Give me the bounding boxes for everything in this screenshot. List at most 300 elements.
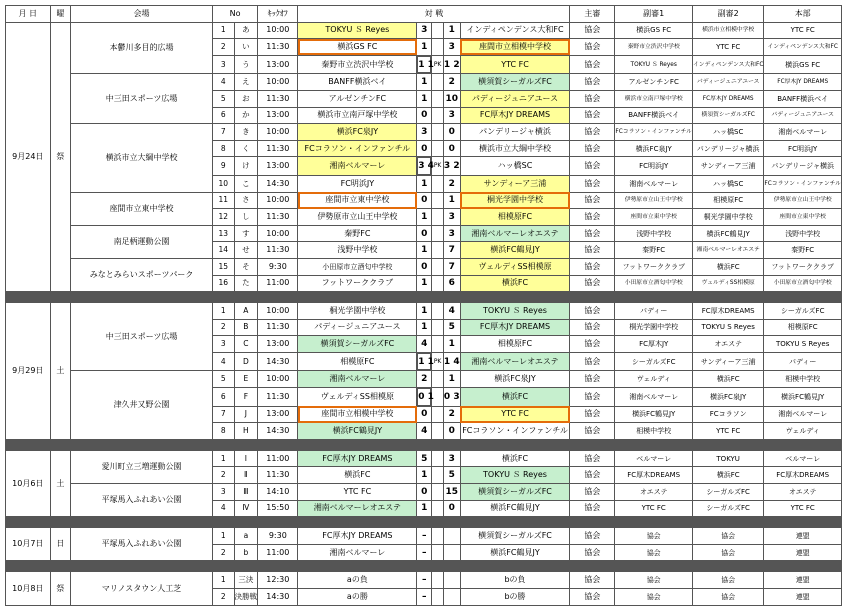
col-header-date: 月 日 bbox=[6, 6, 51, 23]
asst-ref2-cell: 横浜FC bbox=[692, 467, 763, 484]
col-header-chief: 主審 bbox=[570, 6, 615, 23]
away-score-cell: 0 bbox=[443, 140, 460, 157]
kickoff-cell: 10:00 bbox=[258, 303, 298, 320]
hq-cell: 小田原市立酒匂中学校 bbox=[764, 275, 842, 292]
chief-ref-cell: 協会 bbox=[570, 55, 615, 74]
away-team-cell: サンディーア三浦 bbox=[460, 175, 570, 192]
asst-ref1-cell: アルゼンチンFC bbox=[615, 74, 693, 91]
match-no-cell: 3 bbox=[212, 336, 234, 353]
kickoff-cell: 9:30 bbox=[258, 528, 298, 545]
venue-cell: 平塚馬入ふれあい公園 bbox=[71, 528, 213, 561]
match-code-cell: A bbox=[234, 303, 258, 320]
kickoff-cell: 11:30 bbox=[258, 319, 298, 336]
pk-cell bbox=[432, 90, 444, 107]
chief-ref-cell: 協会 bbox=[570, 319, 615, 336]
pk-cell: PK bbox=[432, 55, 444, 74]
hq-cell: 伊勢原市立山王中学校 bbox=[764, 192, 842, 209]
away-score-cell: 5 bbox=[443, 467, 460, 484]
hq-cell: 浅野中学校 bbox=[764, 225, 842, 242]
match-code-cell: あ bbox=[234, 22, 258, 39]
chief-ref-cell: 協会 bbox=[570, 484, 615, 501]
asst-ref2-cell: サンディーア三浦 bbox=[692, 157, 763, 176]
match-no-cell: 2 bbox=[212, 589, 234, 606]
match-no-cell: 16 bbox=[212, 275, 234, 292]
away-score-cell: 3 2 bbox=[443, 157, 460, 176]
match-no-cell: 13 bbox=[212, 225, 234, 242]
home-score-cell: 4 bbox=[417, 423, 432, 440]
match-no-cell: 6 bbox=[212, 107, 234, 124]
col-header-weekday: 曜 bbox=[50, 6, 71, 23]
header-row bbox=[6, 6, 842, 23]
match-code-cell: E bbox=[234, 371, 258, 388]
hq-cell: 相模中学校 bbox=[764, 371, 842, 388]
asst-ref1-cell: 桐光学園中学校 bbox=[615, 319, 693, 336]
home-team-cell: 横須賀シーガルズFC bbox=[298, 336, 417, 353]
home-score-cell: 1 bbox=[417, 242, 432, 259]
table-row bbox=[6, 450, 842, 467]
kickoff-cell: 11:00 bbox=[258, 544, 298, 561]
hq-cell: 湘南ベルマーレ bbox=[764, 406, 842, 423]
kickoff-cell: 10:00 bbox=[258, 192, 298, 209]
match-no-cell: 3 bbox=[212, 484, 234, 501]
pk-cell bbox=[432, 39, 444, 56]
home-team-cell: 湘南ベルマーレ bbox=[298, 544, 417, 561]
away-score-cell: 3 bbox=[443, 107, 460, 124]
kickoff-cell: 14:30 bbox=[258, 352, 298, 371]
home-team-cell: FC厚木JY DREAMS bbox=[298, 450, 417, 467]
match-code-cell: C bbox=[234, 336, 258, 353]
asst-ref1-cell: 協会 bbox=[615, 544, 693, 561]
home-score-cell: – bbox=[417, 544, 432, 561]
home-team-cell: 湘南ベルマーレオエステ bbox=[298, 500, 417, 517]
match-code-cell: J bbox=[234, 406, 258, 423]
match-code-cell: お bbox=[234, 90, 258, 107]
asst-ref1-cell: シーガルズFC bbox=[615, 352, 693, 371]
kickoff-cell: 13:00 bbox=[258, 406, 298, 423]
asst-ref1-cell: 秦野FC bbox=[615, 242, 693, 259]
asst-ref2-cell: 横浜市立相模中学校 bbox=[692, 22, 763, 39]
venue-cell: 南足柄運動公園 bbox=[71, 225, 213, 258]
asst-ref1-cell: 湘南ベルマーレ bbox=[615, 175, 693, 192]
hq-cell: ヴェルディ bbox=[764, 423, 842, 440]
match-no-cell: 4 bbox=[212, 74, 234, 91]
asst-ref1-cell: ヴェルディ bbox=[615, 371, 693, 388]
asst-ref1-cell: 協会 bbox=[615, 589, 693, 606]
home-team-cell: 秦野市立渋沢中学校 bbox=[298, 55, 417, 74]
section-divider bbox=[6, 292, 842, 303]
chief-ref-cell: 協会 bbox=[570, 450, 615, 467]
pk-cell bbox=[432, 175, 444, 192]
asst-ref1-cell: FC厚木DREAMS bbox=[615, 467, 693, 484]
away-score-cell: 3 bbox=[443, 450, 460, 467]
hq-cell: TOKYU S Reyes bbox=[764, 336, 842, 353]
match-code-cell: H bbox=[234, 423, 258, 440]
venue-cell: 中三田スポーツ広場 bbox=[71, 74, 213, 124]
home-score-cell: – bbox=[417, 528, 432, 545]
match-no-cell: 1 bbox=[212, 22, 234, 39]
asst-ref2-cell: FC厚木JY DREAMS bbox=[692, 90, 763, 107]
asst-ref2-cell: サンディーア三浦 bbox=[692, 352, 763, 371]
away-score-cell: 3 bbox=[443, 225, 460, 242]
pk-cell bbox=[432, 209, 444, 226]
asst-ref1-cell: 横浜市立南戸塚中学校 bbox=[615, 90, 693, 107]
pk-cell bbox=[432, 406, 444, 423]
pk-cell bbox=[432, 140, 444, 157]
col-header-kickoff: ｷｯｸｵﾌ bbox=[258, 6, 298, 23]
pk-cell bbox=[432, 22, 444, 39]
away-score-cell: 1 bbox=[443, 336, 460, 353]
hq-cell: 秦野FC bbox=[764, 242, 842, 259]
away-score-cell bbox=[443, 572, 460, 589]
match-code-cell: さ bbox=[234, 192, 258, 209]
away-score-cell: 4 bbox=[443, 303, 460, 320]
home-score-cell: 0 bbox=[417, 406, 432, 423]
table-row bbox=[6, 74, 842, 91]
away-score-cell: 0 bbox=[443, 423, 460, 440]
divider-cell bbox=[6, 561, 842, 572]
home-team-cell: 小田原市立酒匂中学校 bbox=[298, 258, 417, 275]
asst-ref2-cell: 横浜FC泉JY bbox=[692, 388, 763, 407]
asst-ref2-cell: 相模原FC bbox=[692, 192, 763, 209]
home-score-cell: 0 bbox=[417, 225, 432, 242]
away-score-cell: 5 bbox=[443, 319, 460, 336]
date-cell: 9月29日 bbox=[6, 303, 51, 440]
away-team-cell: YTC FC bbox=[460, 55, 570, 74]
pk-cell bbox=[432, 319, 444, 336]
home-score-cell: 1 bbox=[417, 467, 432, 484]
home-team-cell: 湘南ベルマーレ bbox=[298, 371, 417, 388]
home-team-cell: 伊勢原市立山王中学校 bbox=[298, 209, 417, 226]
away-score-cell bbox=[443, 589, 460, 606]
match-no-cell: 5 bbox=[212, 371, 234, 388]
pk-cell bbox=[432, 258, 444, 275]
table-row bbox=[6, 371, 842, 388]
asst-ref1-cell: 浅野中学校 bbox=[615, 225, 693, 242]
venue-cell: 中三田スポーツ広場 bbox=[71, 303, 213, 371]
kickoff-cell: 10:00 bbox=[258, 22, 298, 39]
hq-cell: 相模原FC bbox=[764, 319, 842, 336]
match-code-cell: Ⅱ bbox=[234, 467, 258, 484]
home-team-cell: 横浜市立南戸塚中学校 bbox=[298, 107, 417, 124]
kickoff-cell: 13:00 bbox=[258, 55, 298, 74]
asst-ref2-cell: 協会 bbox=[692, 572, 763, 589]
home-team-cell: FCコラソン・インファンチル bbox=[298, 140, 417, 157]
pk-cell bbox=[432, 450, 444, 467]
asst-ref2-cell: ハッ橋SC bbox=[692, 124, 763, 141]
kickoff-cell: 9:30 bbox=[258, 258, 298, 275]
divider-cell bbox=[6, 517, 842, 528]
hq-cell: YTC FC bbox=[764, 500, 842, 517]
venue-cell: 本鬱川多目的広場 bbox=[71, 22, 213, 74]
away-score-cell: 2 bbox=[443, 406, 460, 423]
asst-ref2-cell: YTC FC bbox=[692, 423, 763, 440]
kickoff-cell: 15:50 bbox=[258, 500, 298, 517]
home-score-cell: 4 bbox=[417, 336, 432, 353]
table-row bbox=[6, 572, 842, 589]
away-team-cell: 湘南ベルマーレオエステ bbox=[460, 352, 570, 371]
match-code-cell: Ⅲ bbox=[234, 484, 258, 501]
home-team-cell: FC厚木JY DREAMS bbox=[298, 528, 417, 545]
asst-ref2-cell: 横浜FC鶴見JY bbox=[692, 225, 763, 242]
chief-ref-cell: 協会 bbox=[570, 74, 615, 91]
away-team-cell: 横須賀シーガルズFC bbox=[460, 74, 570, 91]
venue-cell: 平塚馬入ふれあい公園 bbox=[71, 484, 213, 517]
schedule-body bbox=[6, 22, 842, 605]
away-score-cell: 6 bbox=[443, 275, 460, 292]
section-divider bbox=[6, 439, 842, 450]
col-header-match: 対 戦 bbox=[298, 6, 570, 23]
asst-ref1-cell: 湘南ベルマーレ bbox=[615, 388, 693, 407]
home-score-cell: – bbox=[417, 572, 432, 589]
match-no-cell: 1 bbox=[212, 303, 234, 320]
chief-ref-cell: 協会 bbox=[570, 500, 615, 517]
away-score-cell: 1 bbox=[443, 371, 460, 388]
chief-ref-cell: 協会 bbox=[570, 303, 615, 320]
chief-ref-cell: 協会 bbox=[570, 275, 615, 292]
chief-ref-cell: 協会 bbox=[570, 192, 615, 209]
asst-ref2-cell: 協会 bbox=[692, 528, 763, 545]
match-code-cell: し bbox=[234, 209, 258, 226]
home-score-cell: 1 bbox=[417, 303, 432, 320]
asst-ref1-cell: FCコラソン・インファンチル bbox=[615, 124, 693, 141]
hq-cell: FC厚木DREAMS bbox=[764, 467, 842, 484]
weekday-cell: 日 bbox=[50, 528, 71, 561]
hq-cell: インディペンデンス大和FC bbox=[764, 39, 842, 56]
hq-cell: フットワーククラブ bbox=[764, 258, 842, 275]
match-code-cell: そ bbox=[234, 258, 258, 275]
weekday-cell: 土 bbox=[50, 303, 71, 440]
venue-cell: 座間市立東中学校 bbox=[71, 192, 213, 225]
match-no-cell: 10 bbox=[212, 175, 234, 192]
asst-ref1-cell: パディー bbox=[615, 303, 693, 320]
away-team-cell: bの勝 bbox=[460, 589, 570, 606]
divider-cell bbox=[6, 439, 842, 450]
home-team-cell: パディージュニアユース bbox=[298, 319, 417, 336]
col-header-venue: 会場 bbox=[71, 6, 213, 23]
chief-ref-cell: 協会 bbox=[570, 107, 615, 124]
venue-cell: 愛川町立三増運動公園 bbox=[71, 450, 213, 483]
pk-cell bbox=[432, 242, 444, 259]
match-no-cell: 4 bbox=[212, 352, 234, 371]
hq-cell: FC明浜JY bbox=[764, 140, 842, 157]
away-score-cell: 1 bbox=[443, 22, 460, 39]
asst-ref1-cell: 相模中学校 bbox=[615, 423, 693, 440]
away-score-cell: 0 bbox=[443, 124, 460, 141]
away-team-cell: 横浜FC泉JY bbox=[460, 371, 570, 388]
match-schedule-table bbox=[5, 5, 842, 606]
match-no-cell: 1 bbox=[212, 572, 234, 589]
home-team-cell: FC明浜JY bbox=[298, 175, 417, 192]
away-team-cell: 横浜FC bbox=[460, 450, 570, 467]
match-no-cell: 11 bbox=[212, 192, 234, 209]
away-score-cell: 2 bbox=[443, 175, 460, 192]
away-score-cell: 1 4 bbox=[443, 352, 460, 371]
col-header-no: No bbox=[212, 6, 257, 23]
kickoff-cell: 10:00 bbox=[258, 371, 298, 388]
away-score-cell: 7 bbox=[443, 242, 460, 259]
chief-ref-cell: 協会 bbox=[570, 157, 615, 176]
away-score-cell: 3 bbox=[443, 39, 460, 56]
home-score-cell: 1 bbox=[417, 39, 432, 56]
match-no-cell: 1 bbox=[212, 528, 234, 545]
asst-ref1-cell: TOKYU Ｓ Reyes bbox=[615, 55, 693, 74]
home-score-cell: 1 bbox=[417, 500, 432, 517]
hq-cell: YTC FC bbox=[764, 22, 842, 39]
hq-cell: FC厚木JY DREAMS bbox=[764, 74, 842, 91]
match-code-cell: Ⅳ bbox=[234, 500, 258, 517]
away-score-cell: 15 bbox=[443, 484, 460, 501]
kickoff-cell: 10:00 bbox=[258, 225, 298, 242]
away-team-cell: FC厚木JY DREAMS bbox=[460, 107, 570, 124]
match-no-cell: 7 bbox=[212, 406, 234, 423]
chief-ref-cell: 協会 bbox=[570, 371, 615, 388]
asst-ref2-cell: FC厚木DREAMS bbox=[692, 303, 763, 320]
away-team-cell: ヴェルディSS相模原 bbox=[460, 258, 570, 275]
match-code-cell: え bbox=[234, 74, 258, 91]
table-row bbox=[6, 303, 842, 320]
match-no-cell: 2 bbox=[212, 319, 234, 336]
match-code-cell: 決勝戦 bbox=[234, 589, 258, 606]
asst-ref1-cell: ベルマーレ bbox=[615, 450, 693, 467]
hq-cell: 連盟 bbox=[764, 572, 842, 589]
home-score-cell: 1 bbox=[417, 275, 432, 292]
match-code-cell: B bbox=[234, 319, 258, 336]
asst-ref1-cell: 伊勢原市立山王中学校 bbox=[615, 192, 693, 209]
pk-cell bbox=[432, 107, 444, 124]
chief-ref-cell: 協会 bbox=[570, 175, 615, 192]
asst-ref2-cell: 協会 bbox=[692, 544, 763, 561]
hq-cell: 座間市立東中学校 bbox=[764, 209, 842, 226]
asst-ref2-cell: オエステ bbox=[692, 336, 763, 353]
pk-cell bbox=[432, 371, 444, 388]
chief-ref-cell: 協会 bbox=[570, 544, 615, 561]
kickoff-cell: 14:30 bbox=[258, 589, 298, 606]
away-score-cell bbox=[443, 528, 460, 545]
match-code-cell: き bbox=[234, 124, 258, 141]
kickoff-cell: 10:00 bbox=[258, 124, 298, 141]
chief-ref-cell: 協会 bbox=[570, 258, 615, 275]
away-team-cell: YTC FC bbox=[460, 406, 570, 423]
chief-ref-cell: 協会 bbox=[570, 388, 615, 407]
home-score-cell: 5 bbox=[417, 450, 432, 467]
match-code-cell: い bbox=[234, 39, 258, 56]
away-team-cell: 横浜FC bbox=[460, 275, 570, 292]
pk-cell bbox=[432, 423, 444, 440]
chief-ref-cell: 協会 bbox=[570, 90, 615, 107]
weekday-cell: 土 bbox=[50, 450, 71, 516]
match-no-cell: 6 bbox=[212, 388, 234, 407]
chief-ref-cell: 協会 bbox=[570, 352, 615, 371]
away-team-cell: 湘南ベルマーレオエステ bbox=[460, 225, 570, 242]
away-team-cell: TOKYU Ｓ Reyes bbox=[460, 303, 570, 320]
asst-ref2-cell: TOKYU S Reyes bbox=[692, 319, 763, 336]
match-code-cell: こ bbox=[234, 175, 258, 192]
home-score-cell: 0 bbox=[417, 107, 432, 124]
match-code-cell: b bbox=[234, 544, 258, 561]
pk-cell bbox=[432, 589, 444, 606]
match-no-cell: 1 bbox=[212, 450, 234, 467]
pk-cell bbox=[432, 74, 444, 91]
away-team-cell: FCコラソン・インファンチル bbox=[460, 423, 570, 440]
away-score-cell: 0 bbox=[443, 500, 460, 517]
away-score-cell: 2 bbox=[443, 74, 460, 91]
home-score-cell: 1 bbox=[417, 175, 432, 192]
kickoff-cell: 11:30 bbox=[258, 39, 298, 56]
home-score-cell: 2 bbox=[417, 371, 432, 388]
asst-ref2-cell: パディージュニアユース bbox=[692, 74, 763, 91]
hq-cell: シーガルズFC bbox=[764, 303, 842, 320]
asst-ref1-cell: 横浜FC鶴見JY bbox=[615, 406, 693, 423]
away-team-cell: 横浜FC鶴見JY bbox=[460, 544, 570, 561]
pk-cell: PK bbox=[432, 352, 444, 371]
chief-ref-cell: 協会 bbox=[570, 209, 615, 226]
chief-ref-cell: 協会 bbox=[570, 124, 615, 141]
pk-cell bbox=[432, 124, 444, 141]
home-team-cell: 横浜FC鶴見JY bbox=[298, 423, 417, 440]
date-cell: 10月6日 bbox=[6, 450, 51, 516]
home-team-cell: BANFF横浜ベイ bbox=[298, 74, 417, 91]
away-team-cell: bの負 bbox=[460, 572, 570, 589]
hq-cell: BANFF横浜ベイ bbox=[764, 90, 842, 107]
home-score-cell: – bbox=[417, 589, 432, 606]
home-team-cell: 浅野中学校 bbox=[298, 242, 417, 259]
away-score-cell: 3 bbox=[443, 209, 460, 226]
home-team-cell: 横浜FC泉JY bbox=[298, 124, 417, 141]
match-code-cell: す bbox=[234, 225, 258, 242]
table-row bbox=[6, 258, 842, 275]
asst-ref1-cell: YTC FC bbox=[615, 500, 693, 517]
asst-ref2-cell: インディペンデンス大和FC bbox=[692, 55, 763, 74]
match-code-cell: せ bbox=[234, 242, 258, 259]
hq-cell: パディー bbox=[764, 352, 842, 371]
asst-ref2-cell: 横須賀シーガルズFC bbox=[692, 107, 763, 124]
match-no-cell: 8 bbox=[212, 423, 234, 440]
hq-cell: FCコラソン・インファンチル bbox=[764, 175, 842, 192]
home-score-cell: 0 bbox=[417, 258, 432, 275]
kickoff-cell: 11:30 bbox=[258, 90, 298, 107]
chief-ref-cell: 協会 bbox=[570, 528, 615, 545]
asst-ref2-cell: 横浜FC bbox=[692, 258, 763, 275]
asst-ref2-cell: 横浜FC bbox=[692, 371, 763, 388]
chief-ref-cell: 協会 bbox=[570, 39, 615, 56]
pk-cell bbox=[432, 225, 444, 242]
asst-ref2-cell: YTC FC bbox=[692, 39, 763, 56]
match-no-cell: 7 bbox=[212, 124, 234, 141]
venue-cell: みなとみらいスポーツパーク bbox=[71, 258, 213, 291]
table-row bbox=[6, 225, 842, 242]
pk-cell: PK bbox=[432, 157, 444, 176]
venue-cell: マリノスタウン人工芝 bbox=[71, 572, 213, 605]
asst-ref2-cell: 桐光学園中学校 bbox=[692, 209, 763, 226]
hq-cell: 横浜GS FC bbox=[764, 55, 842, 74]
match-no-cell: 2 bbox=[212, 544, 234, 561]
asst-ref2-cell: ハッ橋SC bbox=[692, 175, 763, 192]
home-team-cell: 湘南ベルマーレ bbox=[298, 157, 417, 176]
home-team-cell: 座間市立相模中学校 bbox=[298, 406, 417, 423]
home-score-cell: 1 bbox=[417, 90, 432, 107]
home-score-cell: 1 1 bbox=[417, 353, 431, 371]
home-score-cell: 0 1 bbox=[417, 388, 431, 406]
pk-cell bbox=[432, 528, 444, 545]
home-team-cell: 秦野FC bbox=[298, 225, 417, 242]
asst-ref2-cell: シーガルズFC bbox=[692, 484, 763, 501]
match-no-cell: 5 bbox=[212, 90, 234, 107]
hq-cell: ベルマーレ bbox=[764, 450, 842, 467]
match-code-cell: く bbox=[234, 140, 258, 157]
home-score-cell: 3 bbox=[417, 22, 432, 39]
asst-ref2-cell: 湘南ベルマーレオエステ bbox=[692, 242, 763, 259]
kickoff-cell: 11:30 bbox=[258, 242, 298, 259]
